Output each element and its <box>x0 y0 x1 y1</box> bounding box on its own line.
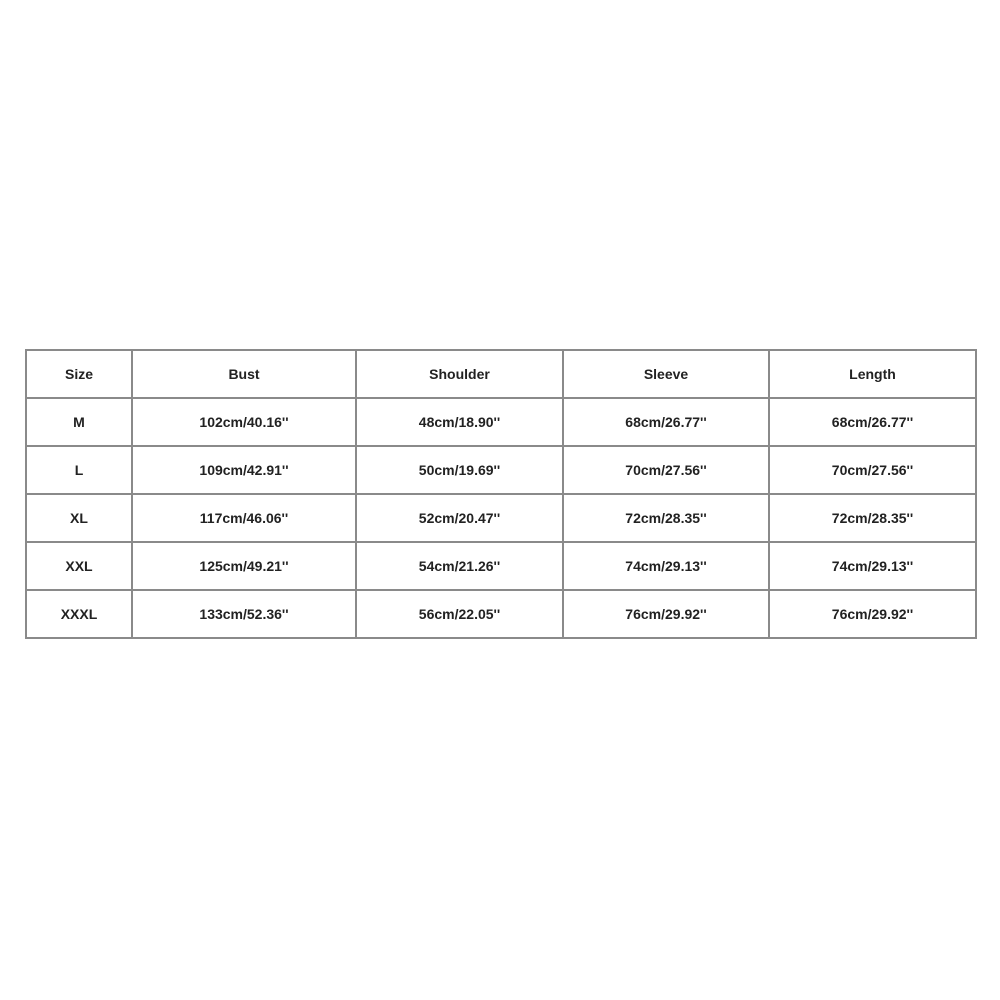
table-header-row <box>26 350 976 398</box>
size-cell: L <box>26 446 132 494</box>
size-cell: XL <box>26 494 132 542</box>
table-row <box>26 542 976 590</box>
table-row <box>26 398 976 446</box>
sleeve-cell: 76cm/29.92'' <box>563 590 769 638</box>
shoulder-cell: 56cm/22.05'' <box>356 590 563 638</box>
shoulder-cell: 52cm/20.47'' <box>356 494 563 542</box>
header-shoulder: Shoulder <box>356 350 563 398</box>
bust-cell: 117cm/46.06'' <box>132 494 356 542</box>
shoulder-cell: 54cm/21.26'' <box>356 542 563 590</box>
table-row <box>26 446 976 494</box>
sleeve-cell: 72cm/28.35'' <box>563 494 769 542</box>
length-cell: 72cm/28.35'' <box>769 494 976 542</box>
shoulder-cell: 50cm/19.69'' <box>356 446 563 494</box>
size-cell: M <box>26 398 132 446</box>
header-bust: Bust <box>132 350 356 398</box>
length-cell: 68cm/26.77'' <box>769 398 976 446</box>
bust-cell: 102cm/40.16'' <box>132 398 356 446</box>
table-row <box>26 590 976 638</box>
bust-cell: 109cm/42.91'' <box>132 446 356 494</box>
shoulder-cell: 48cm/18.90'' <box>356 398 563 446</box>
bust-cell: 133cm/52.36'' <box>132 590 356 638</box>
header-length: Length <box>769 350 976 398</box>
size-chart-table <box>25 349 977 639</box>
bust-cell: 125cm/49.21'' <box>132 542 356 590</box>
header-size: Size <box>26 350 132 398</box>
header-sleeve: Sleeve <box>563 350 769 398</box>
length-cell: 70cm/27.56'' <box>769 446 976 494</box>
sleeve-cell: 74cm/29.13'' <box>563 542 769 590</box>
size-cell: XXL <box>26 542 132 590</box>
sleeve-cell: 70cm/27.56'' <box>563 446 769 494</box>
size-cell: XXXL <box>26 590 132 638</box>
length-cell: 74cm/29.13'' <box>769 542 976 590</box>
length-cell: 76cm/29.92'' <box>769 590 976 638</box>
table-row <box>26 494 976 542</box>
sleeve-cell: 68cm/26.77'' <box>563 398 769 446</box>
